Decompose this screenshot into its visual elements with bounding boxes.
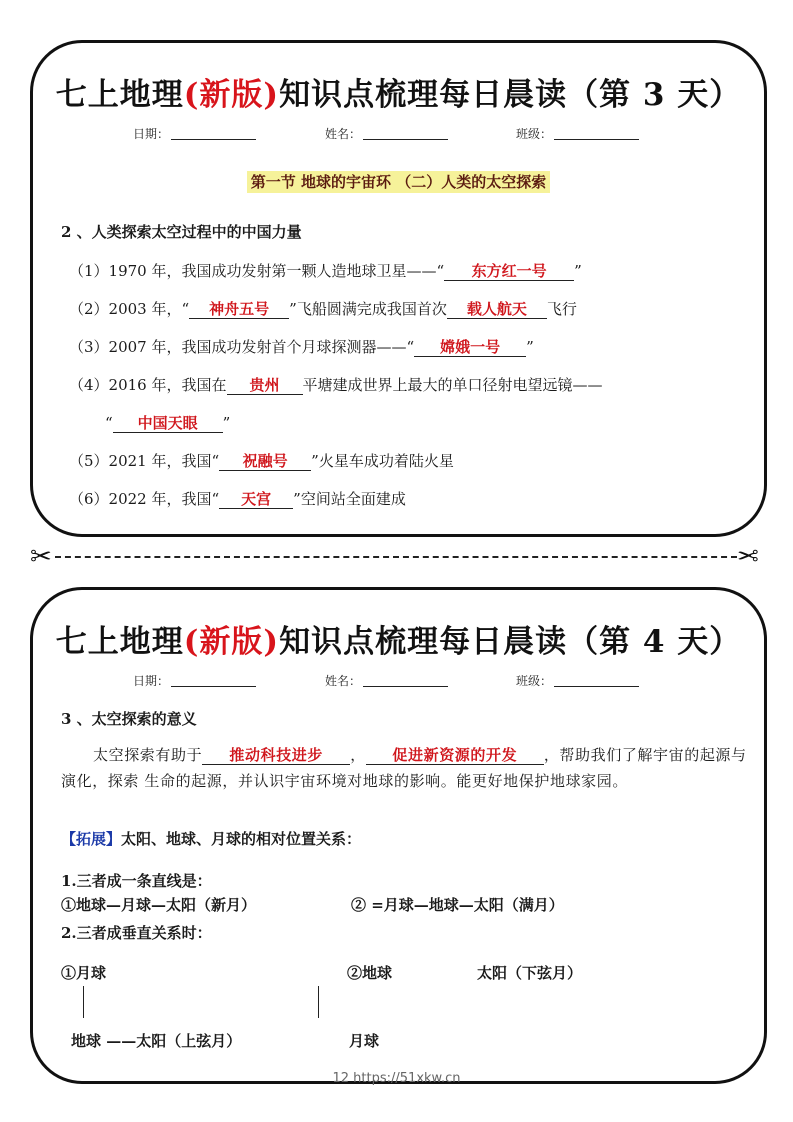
title-text: 七上地理 bbox=[55, 77, 184, 113]
answer-blank: 东方红一号 bbox=[444, 262, 574, 281]
item-text: （5）2021 年，我国“ bbox=[69, 452, 220, 470]
list-item-6 bbox=[69, 489, 406, 509]
scissors-icon: ✂ bbox=[30, 542, 52, 572]
page-footer: 12 https://51xkw.cn bbox=[332, 1071, 461, 1086]
date-blank[interactable] bbox=[171, 686, 256, 687]
diagram2-vertical-line bbox=[318, 986, 319, 1018]
item-text: （4）2016 年，我国在 bbox=[69, 376, 227, 394]
answer-blank: 祝融号 bbox=[219, 452, 311, 471]
collinear-heading: 1.三者成一条直线是： bbox=[61, 872, 212, 890]
extension-tag: 【拓展】 bbox=[61, 830, 122, 848]
full-moon-line: ② =月球—地球—太阳（满月） bbox=[351, 896, 564, 914]
answer-blank: 推动科技进步 bbox=[202, 746, 350, 765]
class-field[interactable] bbox=[516, 672, 639, 689]
new-moon-line: ①地球—月球—太阳（新月） bbox=[61, 896, 257, 914]
item-text: ”火星车成功着陆火星 bbox=[311, 452, 454, 470]
extension-text: 太阳、地球、月球的相对位置关系： bbox=[121, 830, 362, 848]
item-text: （6）2022 年，我国“ bbox=[69, 490, 220, 508]
para-text: ，帮助我们了解宇宙的起源与演化，探索 生命的起源，并认识宇宙环境对地球的影响。能更好地保护地球家园。 bbox=[61, 746, 747, 790]
list-item-3 bbox=[69, 337, 534, 357]
date-blank[interactable] bbox=[171, 139, 256, 140]
para-text: ， bbox=[350, 746, 366, 764]
item-text: （1）1970 年，我国成功发射第一颗人造地球卫星——“ bbox=[69, 262, 445, 280]
answer-blank: 载人航天 bbox=[447, 300, 547, 319]
cut-line bbox=[55, 556, 737, 558]
extension-heading bbox=[61, 828, 361, 849]
section-heading-text: 第一节 地球的宇宙环 （二）人类的太空探索 bbox=[247, 171, 550, 193]
list-item-5 bbox=[69, 451, 454, 471]
class-blank[interactable] bbox=[554, 139, 639, 140]
title-red-text: (新版) bbox=[183, 77, 280, 113]
class-field[interactable] bbox=[516, 125, 639, 142]
diagram2-sun: 太阳（下弦月） bbox=[477, 964, 583, 982]
perpendicular-heading: 2.三者成垂直关系时： bbox=[61, 924, 212, 942]
item-text: （2）2003 年，“ bbox=[69, 300, 190, 318]
item-text: 平塘建成世界上最大的单口径射电望远镜—— bbox=[302, 376, 603, 394]
item-text: （3）2007 年，我国成功发射首个月球探测器——“ bbox=[69, 338, 415, 356]
para-text: 太空探索有助于 bbox=[93, 746, 203, 764]
list-item-4 bbox=[69, 375, 603, 395]
item-text: 飞行 bbox=[546, 300, 577, 318]
item-text: ” bbox=[574, 262, 582, 280]
answer-blank: 贵州 bbox=[227, 376, 303, 395]
day4-title bbox=[33, 616, 764, 661]
day4-heading: 3 、太空探索的意义 bbox=[61, 710, 197, 728]
name-label: 姓名： bbox=[325, 674, 362, 688]
list-item-1 bbox=[69, 261, 582, 281]
class-blank[interactable] bbox=[554, 686, 639, 687]
answer-blank: 嫦娥一号 bbox=[414, 338, 526, 357]
diagram1-earth-sun: 地球 ——太阳（上弦月） bbox=[71, 1032, 242, 1050]
date-label: 日期： bbox=[133, 127, 170, 141]
answer-blank: 中国天眼 bbox=[113, 414, 223, 433]
list-item-2 bbox=[69, 299, 577, 319]
date-label: 日期： bbox=[133, 674, 170, 688]
section-heading bbox=[33, 171, 764, 192]
name-blank[interactable] bbox=[363, 686, 448, 687]
name-field[interactable] bbox=[325, 672, 448, 689]
item-text: “ bbox=[105, 414, 113, 432]
title-text-rest: 知识点梳理每日晨读（第 4 天） bbox=[279, 624, 742, 660]
class-label: 班级： bbox=[516, 127, 553, 141]
day3-title bbox=[33, 69, 764, 114]
answer-blank: 神舟五号 bbox=[189, 300, 289, 319]
name-field[interactable] bbox=[325, 125, 448, 142]
day3-heading: 2 、人类探索太空过程中的中国力量 bbox=[61, 223, 302, 241]
answer-blank: 促进新资源的开发 bbox=[366, 746, 544, 765]
title-red-text: (新版) bbox=[183, 624, 280, 660]
diagram1-moon: ①月球 bbox=[61, 964, 107, 982]
title-text: 七上地理 bbox=[55, 624, 184, 660]
answer-blank: 天宫 bbox=[219, 490, 293, 509]
name-label: 姓名： bbox=[325, 127, 362, 141]
date-field[interactable] bbox=[133, 672, 256, 689]
name-blank[interactable] bbox=[363, 139, 448, 140]
diagram2-earth: ②地球 bbox=[347, 964, 393, 982]
list-item-4-cont bbox=[105, 413, 230, 433]
significance-paragraph bbox=[61, 742, 751, 794]
day3-card bbox=[30, 40, 767, 537]
item-text: ” bbox=[222, 414, 231, 432]
diagram1-vertical-line bbox=[83, 986, 84, 1018]
item-text: ”飞船圆满完成我国首次 bbox=[289, 300, 447, 318]
date-field[interactable] bbox=[133, 125, 256, 142]
day4-card bbox=[30, 587, 767, 1084]
class-label: 班级： bbox=[516, 674, 553, 688]
scissors-icon: ✂ bbox=[737, 542, 759, 572]
diagram2-moon: 月球 bbox=[349, 1032, 380, 1050]
item-text: ”空间站全面建成 bbox=[293, 490, 406, 508]
title-text-rest: 知识点梳理每日晨读（第 3 天） bbox=[279, 77, 742, 113]
item-text: ” bbox=[526, 338, 534, 356]
